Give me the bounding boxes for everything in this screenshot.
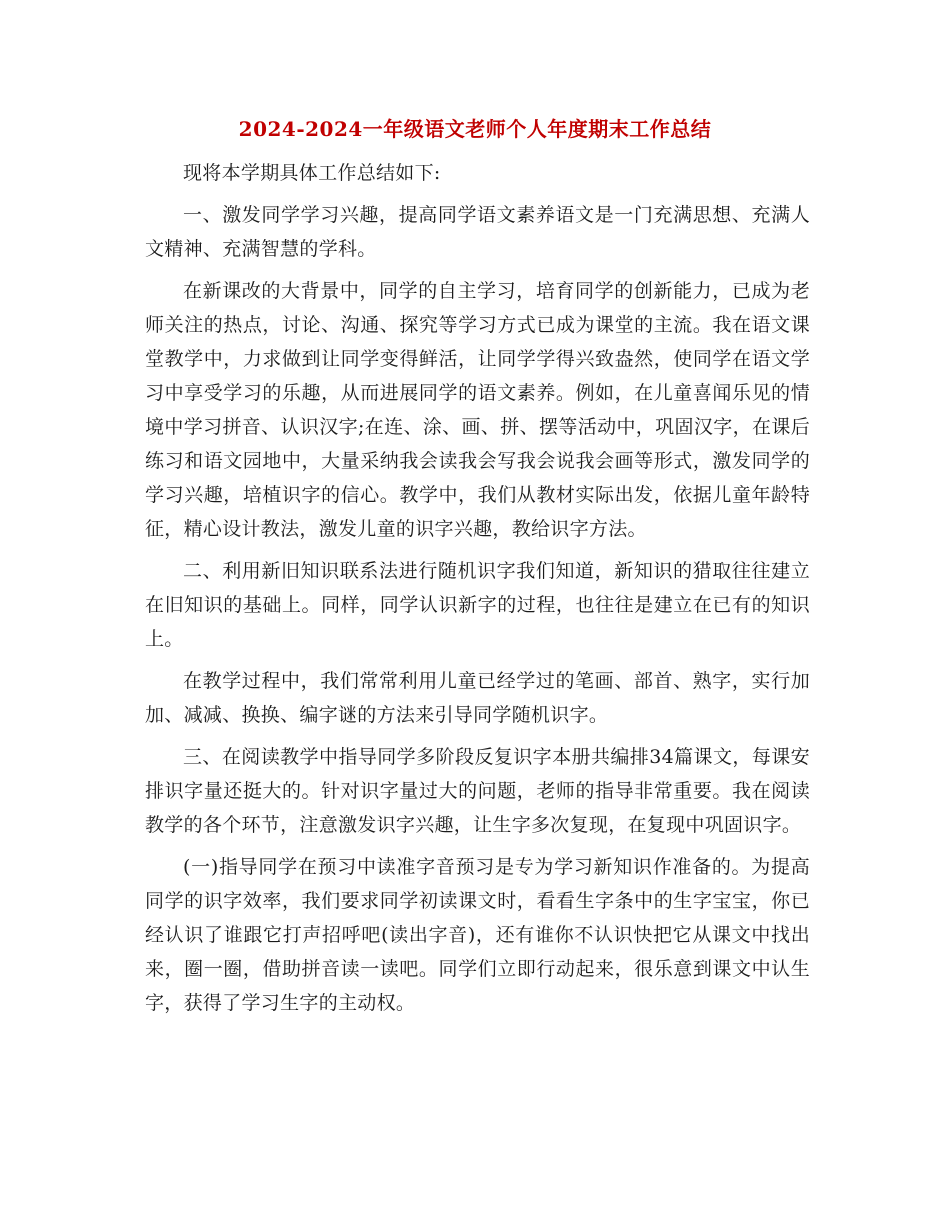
paragraph-section-1-detail: 在新课改的大背景中，同学的自主学习，培育同学的创新能力，已成为老师关注的热点，讨论、沟通、探究等学习方式已成为课堂的主流。我在语文课堂教学中，力求做到让同学变得鲜活，让同学学得兴致盎然，使同学在语文学习中享受学习的乐趣，从而进展同学的语文素养。例如，在儿童喜闻乐见的情境中学习拼音、认识汉字;在连、涂、画、拼、摆等活动中，巩固汉字，在课后练习和语文园地中，大量采纳我会读我会写我会说我会画等形式，激发同学的学习兴趣，培植识字的信心。教学中，我们从教材实际出发，依据儿童年龄特征，精心设计教法，激发儿童的识字兴趣，教给识字方法。 (145, 280, 810, 540)
paragraph-section-2-detail: 在教学过程中，我们常常利用儿童已经学过的笔画、部首、熟字，实行加加、减减、换换、编字谜的方法来引导同学随机识字。 (145, 670, 810, 726)
paragraph-intro: 现将本学期具体工作总结如下: (183, 162, 441, 184)
paragraph-subsection-1: (一)指导同学在预习中读准字音预习是专为学习新知识作准备的。为提高同学的识字效率，我们要求同学初读课文时，看看生字条中的生字宝宝，你已经认识了谁跟它打声招呼吧(读出字音)，还有谁你不认识快把它从课文中找出来，圈一圈，借助拼音读一读吧。同学们立即行动起来，很乐意到课文中认生字，获得了学习生字的主动权。 (145, 856, 810, 1014)
paragraph-section-3: 三、在阅读教学中指导同学多阶段反复识字本册共编排34篇课文，每课安排识字量还挺大的。针对识字量过大的问题，老师的指导非常重要。我在阅读教学的各个环节，注意激发识字兴趣，让生字多次复现，在复现中巩固识字。 (145, 746, 810, 836)
paragraph-section-2: 二、利用新旧知识联系法进行随机识字我们知道，新知识的猎取往往建立在旧知识的基础上。同样，同学认识新字的过程，也往往是建立在已有的知识上。 (145, 560, 810, 650)
document-title: 2024-2024一年级语文老师个人年度期末工作总结 (238, 117, 712, 141)
document-body (145, 156, 810, 1028)
paragraph-section-1: 一、激发同学学习兴趣，提高同学语文素养语文是一门充满思想、充满人文精神、充满智慧的学科。 (145, 204, 810, 260)
